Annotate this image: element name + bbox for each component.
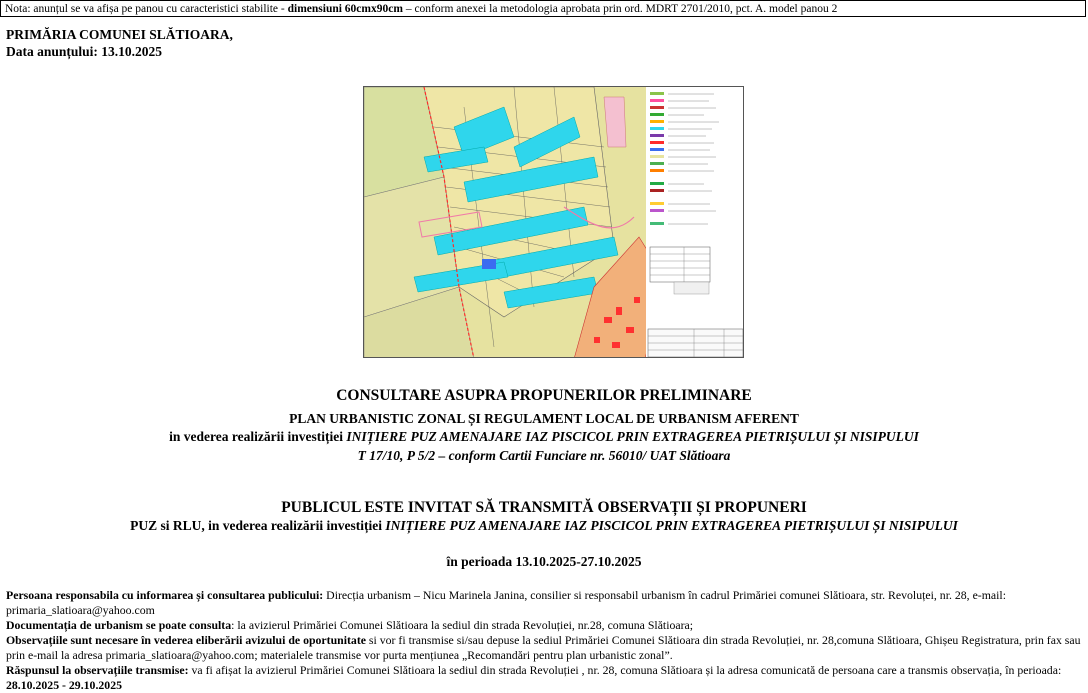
subject-prefix: PUZ si RLU, in vederea realizării investiției [130,518,386,533]
answer-label: Răspunsul la observațiile transmise: [6,663,189,677]
invitation-subject [0,518,1088,534]
note-suffix: – conform anexei la metodologia aprobata prin ord. MDRT 2701/2010, pct. A. model panou 2 [402,3,838,15]
observations-label: Observațiile sunt necesare în vederea eliberării avizului de oportunitate [6,633,366,647]
responsible-label: Persoana responsabila cu informarea și consultarea publicului: [6,588,324,602]
announcement-date: Data anunțului: 13.10.2025 [6,44,163,59]
land-location: T 17/10, P 5/2 – conform Cartii Funciare nr. 56010/ UAT Slătioara [357,448,731,463]
urban-plan-map [363,86,744,358]
subject-italic: INIȚIERE PUZ AMENAJARE IAZ PISCICOL PRIN EXTRAGEREA PIETRIȘULUI ȘI NISIPULUI [385,518,958,533]
answer-period: 28.10.2025 - 29.10.2025 [6,678,122,692]
docs-paragraph [6,618,1088,633]
answer-text: va fi afișat la avizierul Primăriei Comunei Slătioara la sediul din strada Revoluției , nr. 28, comuna Slătioara și la adresa comunicată de persoana care a transmis observația, în perioada: [188,663,1062,677]
responsible-paragraph [6,588,1088,618]
answer-paragraph [6,663,1088,693]
consultation-period: în perioada 13.10.2025-27.10.2025 [446,554,642,569]
docs-label: Documentația de urbanism se poate consulta [6,618,232,632]
institution-name: PRIMĂRIA COMUNEI SLĂTIOARA, [6,27,233,42]
note-bar [0,0,1086,17]
responsible-text: Direcția urbanism – Nicu Marinela Janina, consilier si responsabil urbanism în cadrul Primăriei comunei Slătioara, str. Revoluței, nr. 28, e-mail: primaria_slatioara@yahoo.com [6,588,1006,617]
urban-plan-map-drawing [364,87,744,358]
observations-text: si vor fi transmise si/sau depuse la sediul Primăriei Comunei Slătioara din strada Revoluției, nr. 28,comuna Slătioara, Ghișeu Registratura, prin fax sau prin e-mail la adresa primaria_slatioara@yahoo.com; materialele transmise vor purta mențiunea „Recomandări pentru plan urbanistic zonal”. [6,633,1081,662]
observations-paragraph [6,633,1088,663]
plan-title: PLAN URBANISTIC ZONAL ȘI REGULAMENT LOCAL DE URBANISM AFERENT [289,411,799,426]
invitation-title: PUBLICUL ESTE INVITAT SĂ TRANSMITĂ OBSERVAȚII ȘI PROPUNERI [281,499,807,516]
details-section [6,588,1088,693]
note-prefix: Nota: anunțul se va afișa pe panou cu caracteristici stabilite - [5,3,288,15]
purpose-prefix: in vederea realizării investiției [169,429,347,444]
docs-text: : la avizierul Primăriei Comunei Slătioara la sediul din strada Revoluției, nr.28, comuna Slătioara; [231,618,694,632]
note-bold: dimensiuni 60cmx90cm [287,3,403,15]
investment-purpose [0,429,1088,445]
purpose-italic: INIȚIERE PUZ AMENAJARE IAZ PISCICOL PRIN EXTRAGEREA PIETRIȘULUI ȘI NISIPULUI [346,429,919,444]
consultation-title: CONSULTARE ASUPRA PROPUNERILOR PRELIMINARE [336,387,752,404]
